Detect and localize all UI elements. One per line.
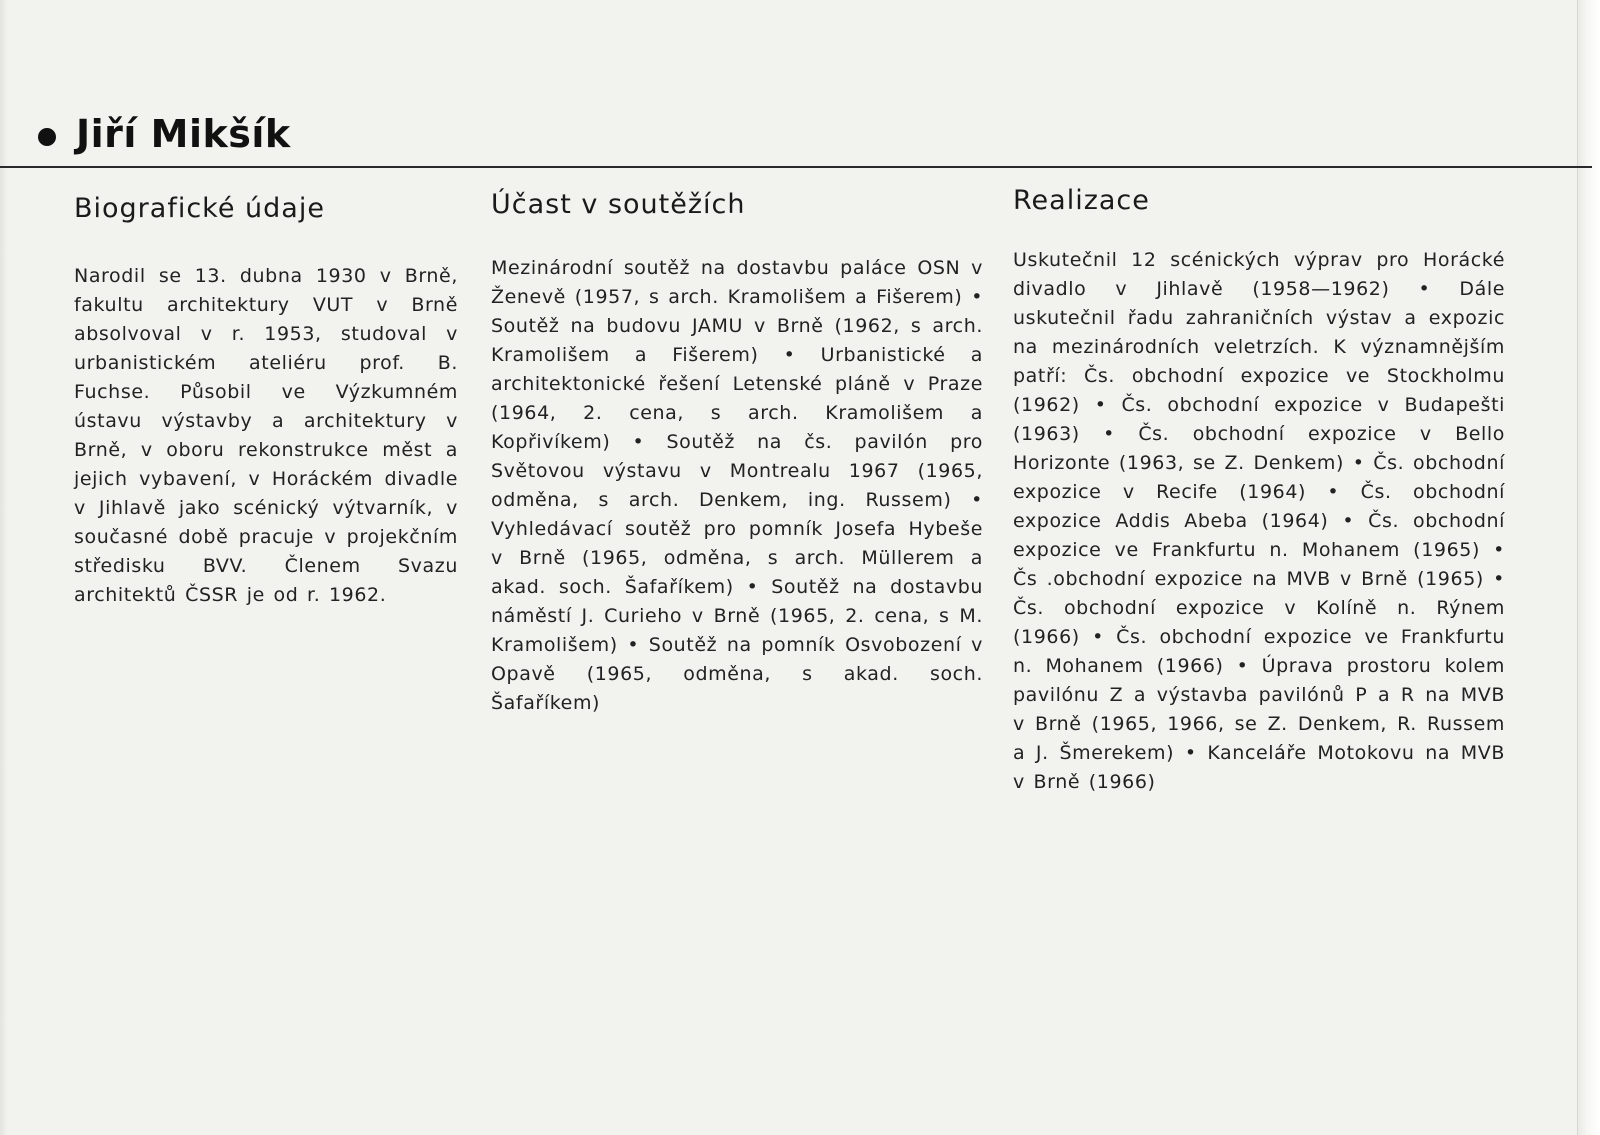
- realizations-text: Uskutečnil 12 scénických výprav pro Horácké divadlo v Jihlavě (1958—1962) • Dále uskutečnil řadu zahraničních výstav a expozic na mezinárodních veletrzích. K významnějším patří: Čs. obchodní expozice ve Stockholmu (1962) • Čs. obchodní expozice v Budapešti (1963) • Čs. obchodní expozice v Bello Horizonte (1963, se Z. Denkem) • Čs. obchodní expozice v Recife (1964) • Čs. obchodní expozice Addis Abeba (1964) • Čs. obchodní expozice ve Frankfurtu n. Mohanem (1965) • Čs .obchodní expozice na MVB v Brně (1965) • Čs. obchodní expozice v Kolíně n. Rýnem (1966) • Čs. obchodní expozice ve Frankfurtu n. Mohanem (1966) • Úprava prostoru kolem pavilónu Z a výstavba pavilónů P a R na MVB v Brně (1965, 1966, se Z. Denkem, R. Russem a J. Šmerekem) • Kanceláře Motokovu na MVB v Brně (1966): [1013, 249, 1505, 793]
- competitions-text: Mezinárodní soutěž na dostavbu paláce OSN v Ženevě (1957, s arch. Kramolišem a Fišerem) • Soutěž na budovu JAMU v Brně (1962, s arch. Kramolišem a Fišerem) • Urbanistické a architektonické řešení Letenské pláně v Praze (1964, 2. cena, s arch. Kramolišem a Kopřivíkem) • Soutěž na čs. pavilón pro Světovou výstavu v Montrealu 1967 (1965, odměna, s arch. Denkem, ing. Russem) • Vyhledávací soutěž pro pomník Josefa Hybeše v Brně (1965, odměna, s arch. Müllerem a akad. soch. Šafaříkem) • Soutěž na dostavbu náměstí J. Curieho v Brně (1965, 2. cena, s M. Kramolišem) • Soutěž na pomník Osvobození v Opavě (1965, odměna, s akad. soch. Šafaříkem): [491, 257, 983, 714]
- header-rule: [0, 166, 1592, 168]
- biography-heading: Biografické údaje: [74, 193, 325, 224]
- page-header: [38, 108, 291, 160]
- biography-column: [74, 190, 458, 610]
- page-left-shadow: [0, 0, 8, 1135]
- realizations-heading: Realizace: [1013, 185, 1150, 216]
- author-name: Jiří Mikšík: [76, 112, 291, 156]
- competitions-heading: Účast v soutěžích: [491, 189, 746, 220]
- biography-text: Narodil se 13. dubna 1930 v Brně, fakultu architektury VUT v Brně absolvoval v r. 1953, studoval v urbanistickém ateliéru prof. B. Fuchse. Působil ve Výzkumném ústavu výstavby a architektury v Brně, v oboru rekonstrukce měst a jejich vybavení, v Horáckém divadle v Jihlavě jako scénický výtvarník, v současné době pracuje v projekčním středisku BVV. Členem Svazu architektů ČSSR je od r. 1962.: [74, 265, 458, 606]
- bullet-icon: [38, 128, 56, 146]
- competitions-column: [491, 190, 983, 718]
- page-edge: [1577, 0, 1600, 1135]
- realizations-column: [1013, 185, 1505, 797]
